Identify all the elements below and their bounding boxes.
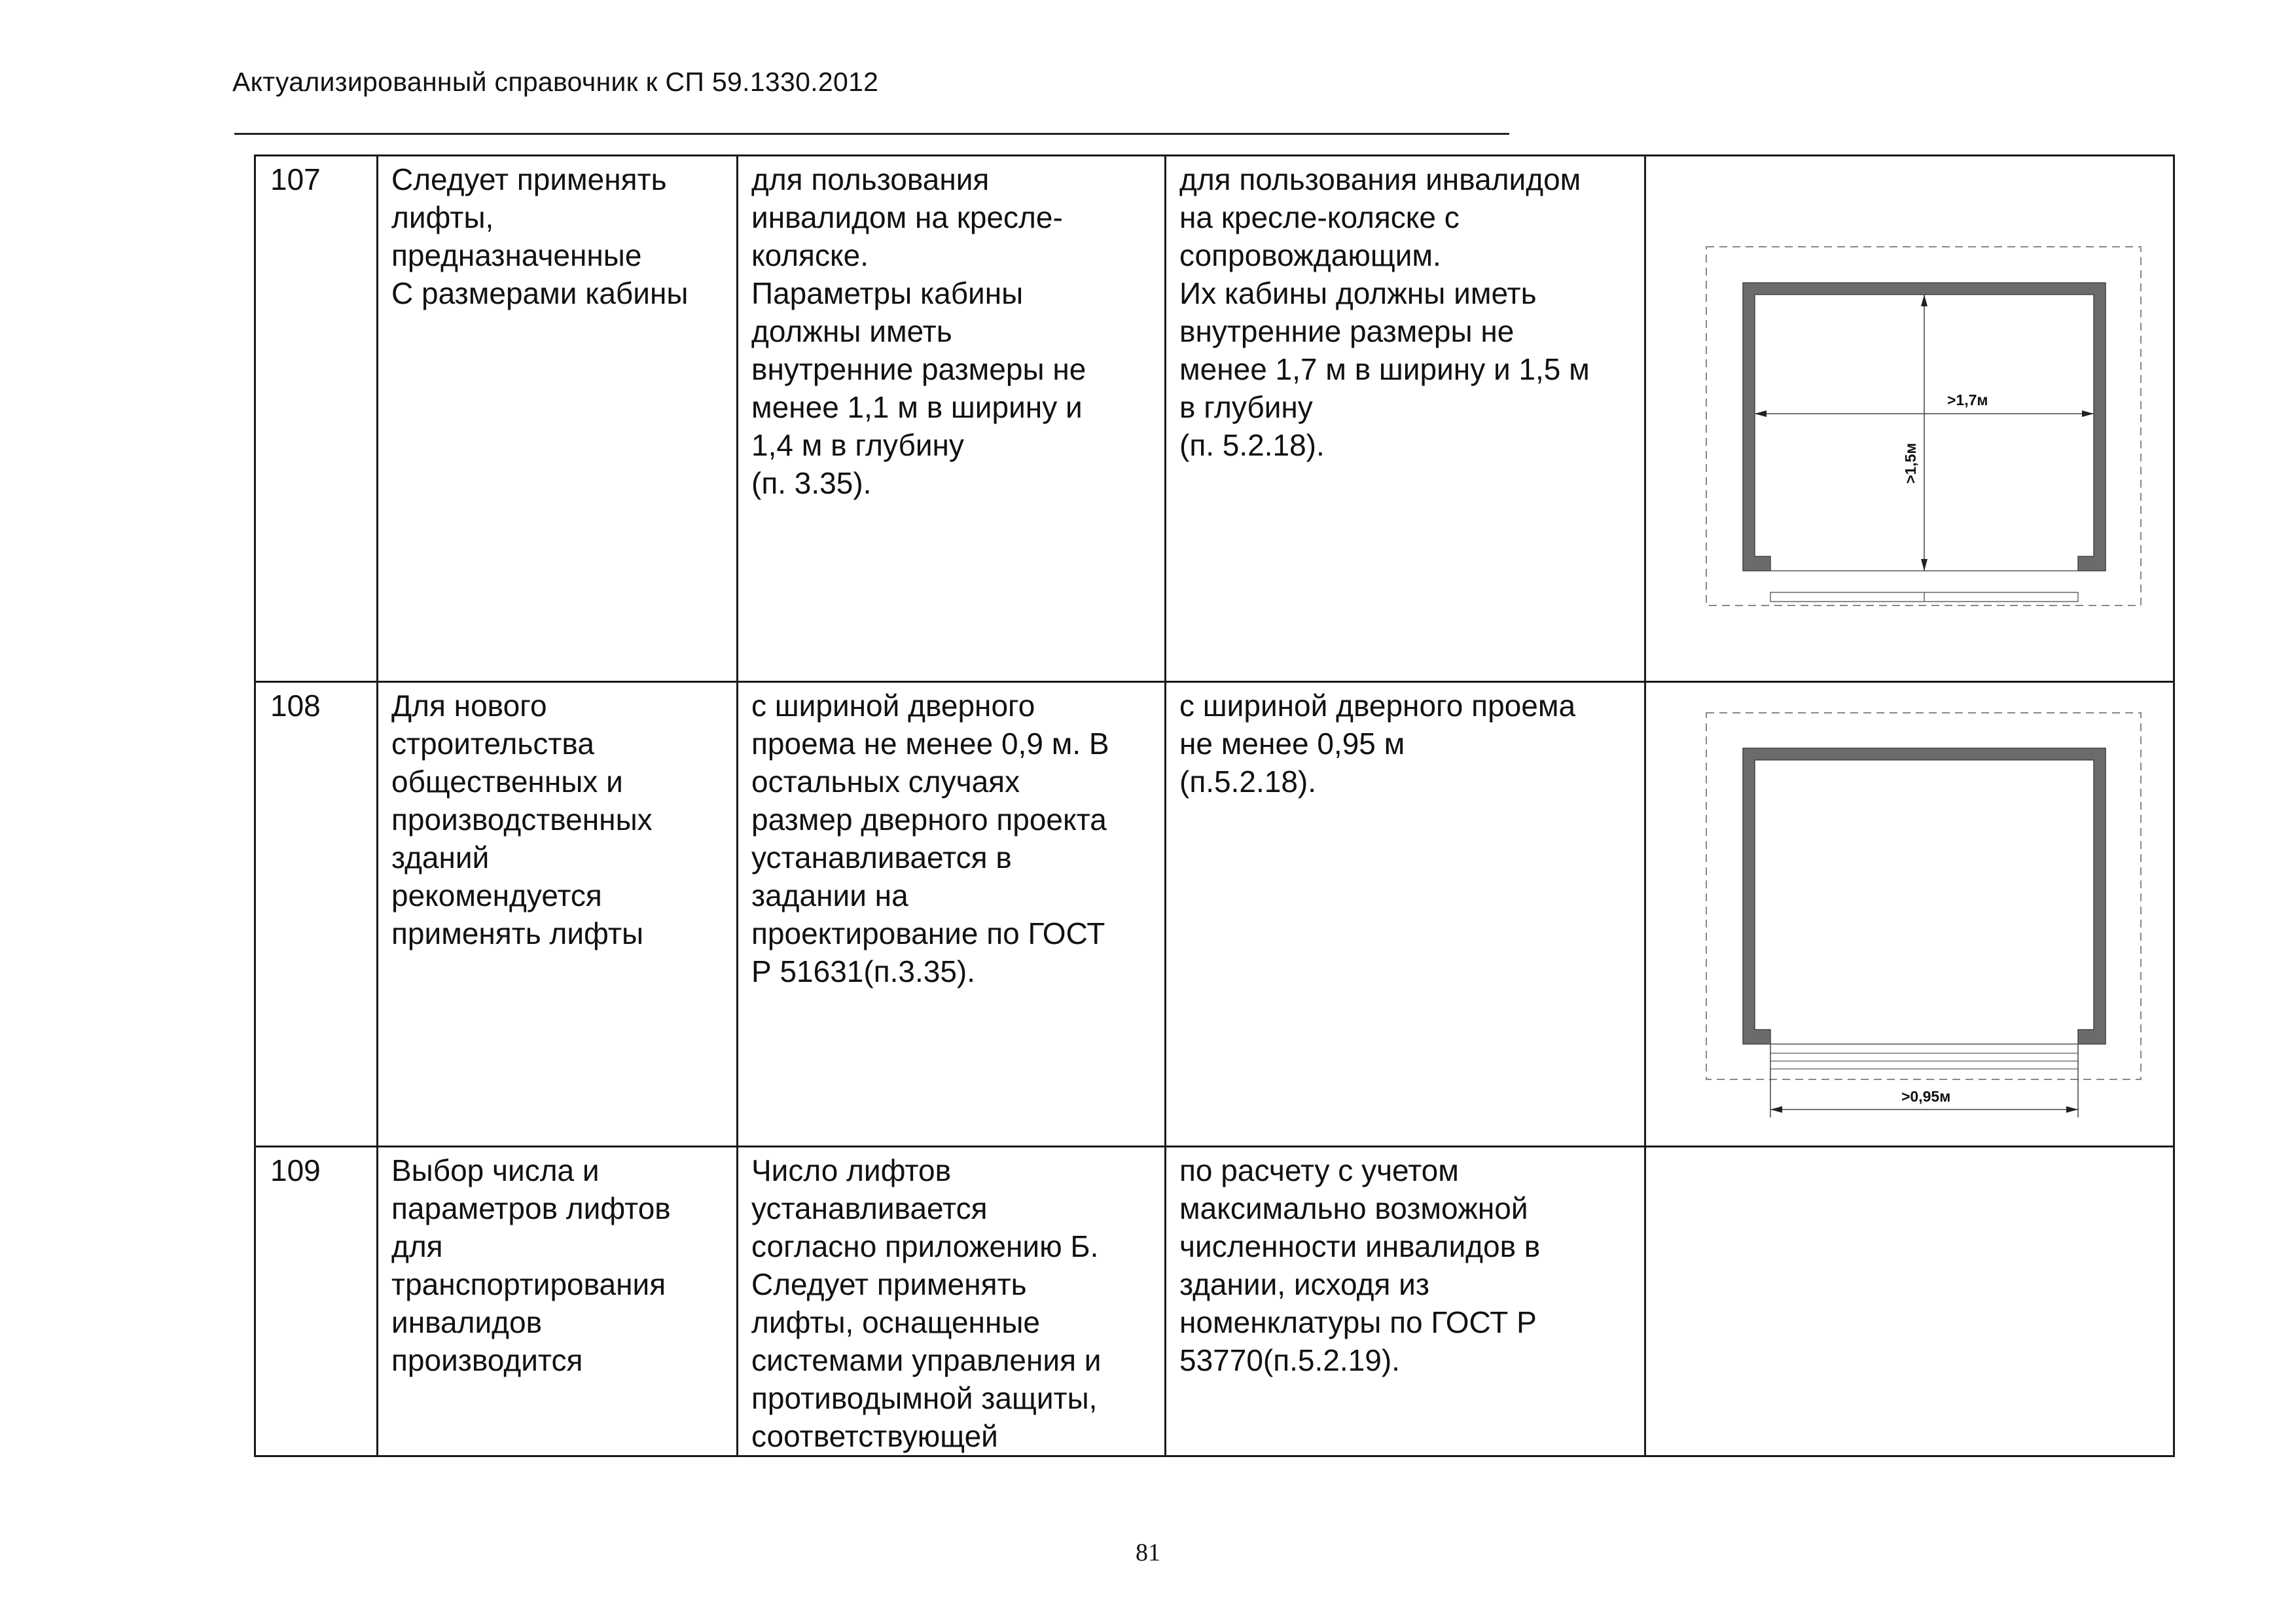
sp-requirement-cell: для пользования инвалидом на кресле- коляске. Параметры кабины должны иметь внутренние размеры не менее 1,1 м в ширину и 1,4 м в глубину (п. 3.35). xyxy=(738,156,1166,682)
depth-label: >1,5м xyxy=(1902,442,1919,484)
header-rule xyxy=(234,133,1509,135)
updated-requirement-cell: для пользования инвалидом на кресле-коляске с сопровождающим. Их кабины должны иметь внутренние размеры не менее 1,7 м в ширину и 1,5 м в глубину (п. 5.2.18). xyxy=(1166,156,1645,682)
requirement-cell: Выбор числа и параметров лифтов для транспортирования инвалидов производится xyxy=(378,1147,738,1456)
table-row-107 xyxy=(255,156,2174,682)
elevator-door-plan-dimensions xyxy=(1646,683,2174,1145)
elevator-cabin-plan-dimensions xyxy=(1646,156,2174,680)
figure-cell xyxy=(1645,682,2174,1147)
boundary-dashed-outline xyxy=(1706,713,2141,1079)
cabin-walls xyxy=(1743,748,2106,1044)
width-label: >1,7м xyxy=(1947,391,1988,408)
row-number: 107 xyxy=(255,156,378,682)
row-number: 109 xyxy=(255,1147,378,1456)
table-row-108 xyxy=(255,682,2174,1147)
row-number: 108 xyxy=(255,682,378,1147)
updated-requirement-cell: по расчету с учетом максимально возможной численности инвалидов в здании, исходя из номенклатуры по ГОСТ Р 53770(п.5.2.19). xyxy=(1166,1147,1645,1456)
running-header: Актуализированный справочник к СП 59.1330.2012 xyxy=(232,67,879,97)
requirements-table xyxy=(254,154,2175,1457)
figure-cell xyxy=(1645,156,2174,682)
door-width-label: >0,95м xyxy=(1901,1088,1951,1105)
sp-requirement-cell: с шириной дверного проема не менее 0,9 м. В остальных случаях размер дверного проекта устанавливается в задании на проектирование по ГОСТ Р 51631(п.3.35). xyxy=(738,682,1166,1147)
page-number: 81 xyxy=(1136,1539,1160,1566)
figure-cell-empty xyxy=(1645,1147,2174,1456)
requirement-cell: Для нового строительства общественных и производственных зданий рекомендуется применять лифты xyxy=(378,682,738,1147)
requirement-cell: Следует применять лифты, предназначенные С размерами кабины xyxy=(378,156,738,682)
sp-requirement-cell: Число лифтов устанавливается согласно приложению Б. Следует применять лифты, оснащенные системами управления и противодымной защиты, соответствующей xyxy=(738,1147,1166,1456)
table-row-109 xyxy=(255,1147,2174,1456)
updated-requirement-cell: с шириной дверного проема не менее 0,95 м (п.5.2.18). xyxy=(1166,682,1645,1147)
